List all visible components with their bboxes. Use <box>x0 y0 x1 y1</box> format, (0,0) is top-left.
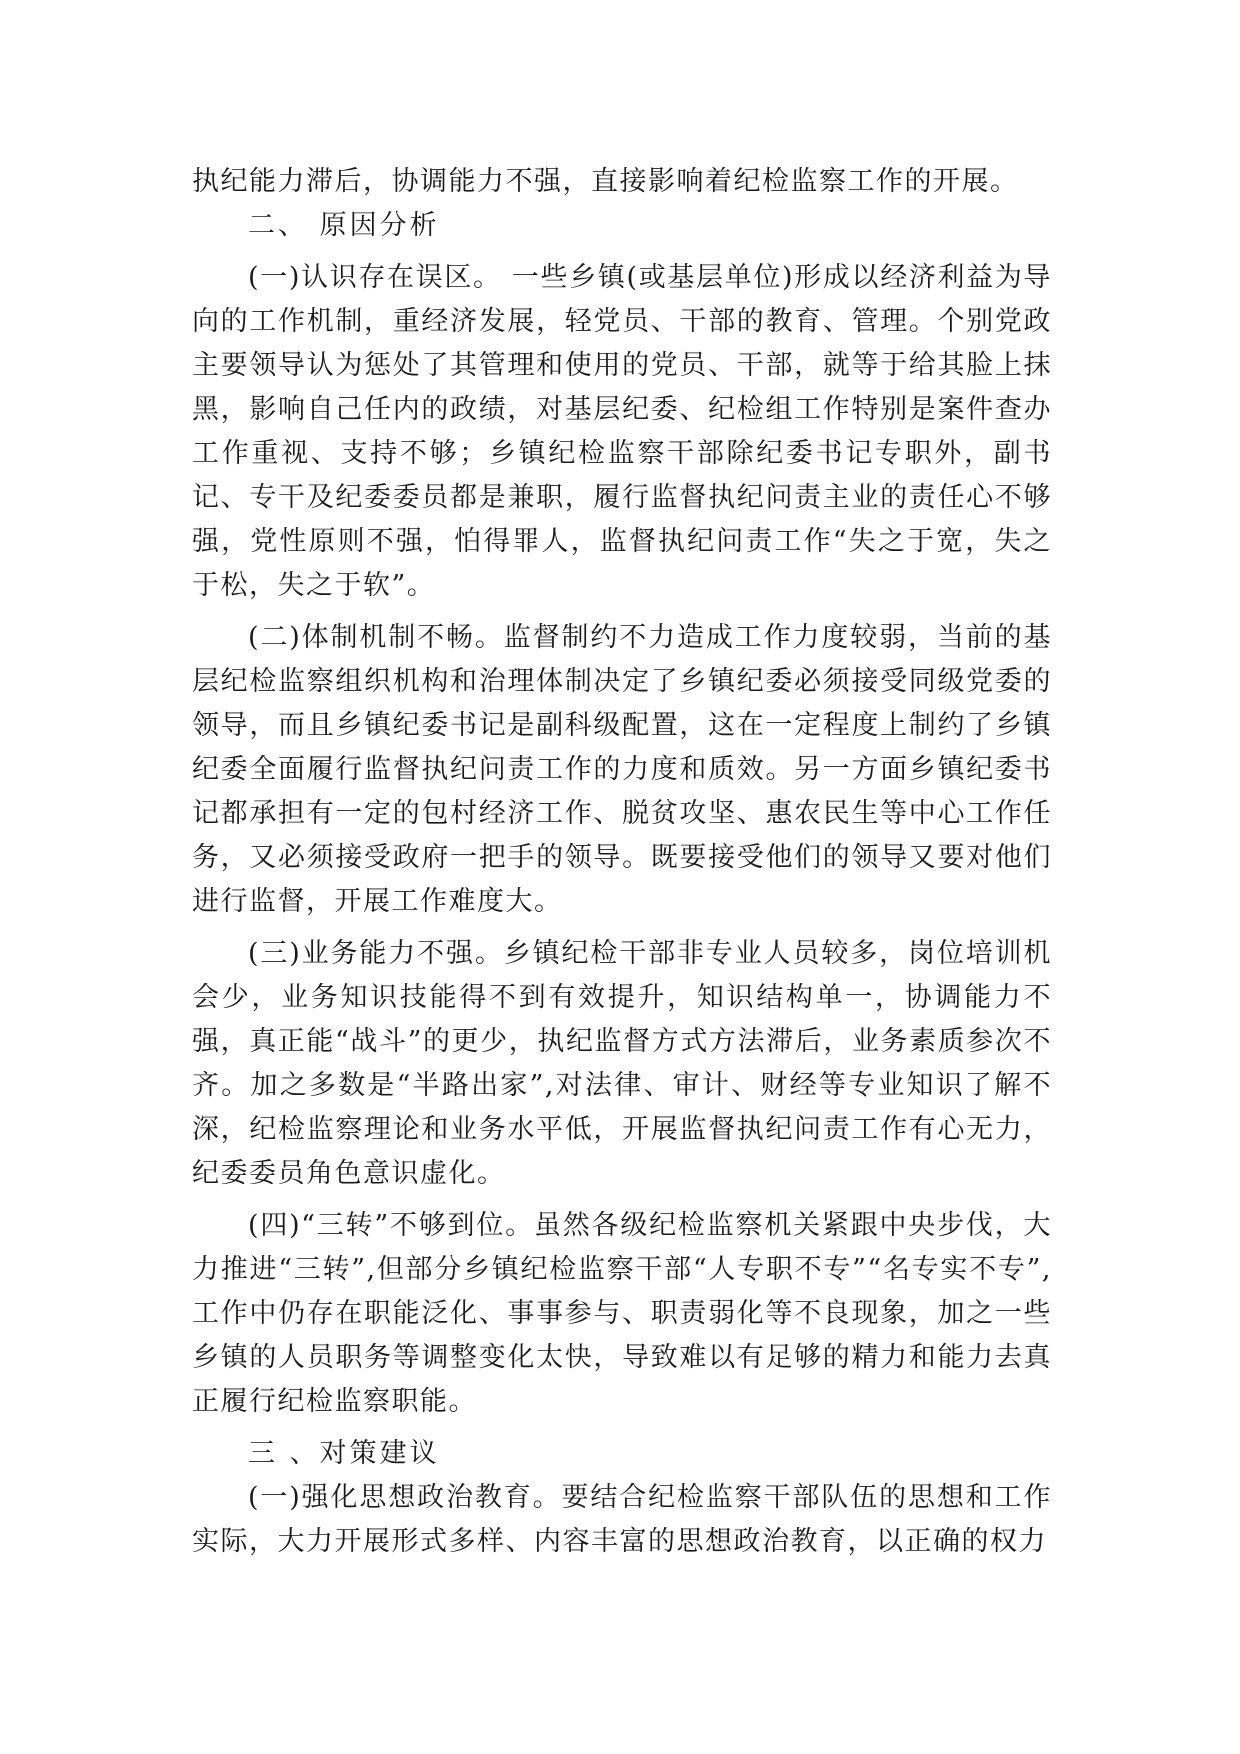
paragraph-three-transformations: (四)“三转”不够到位。虽然各级纪检监察机关紧跟中央步伐，大力推进“三转”,但部分乡镇纪检监察干部“人专职不专”“名专实不专”,工作中仍存在职能泛化、事事参与、职责弱化等不良现象，加之一些乡镇的人员职务等调整变化太快，导致难以有足够的精力和能力去真正履行纪检监察职能。 <box>192 1210 1052 1417</box>
section-heading-countermeasures: 三 、对策建议 <box>248 1438 440 1469</box>
paragraph-system-mechanism: (二)体制机制不畅。监督制约不力造成工作力度较弱，当前的基层纪检监察组织机构和治理体制决定了乡镇纪委必须接受同级党委的领导，而且乡镇纪委书记是副科级配置，这在一定程度上制约了乡镇纪委全面履行监督执纪问责工作的力度和质效。另一方面乡镇纪委书记都承担有一定的包村经济工作、脱贫攻坚、惠农民生等中心工作任务，又必须接受政府一把手的领导。既要接受他们的领导又要对他们进行监督，开展工作难度大。 <box>192 622 1052 917</box>
section-heading-cause-analysis: 二、 原因分析 <box>248 210 440 241</box>
paragraph-misconception: (一)认识存在误区。 一些乡镇(或基层单位)形成以经济利益为导向的工作机制，重经济发展，轻党员、干部的教育、管理。个别党政主要领导认为惩处了其管理和使用的党员、干部，就等于给其脸上抹黑，影响自己任内的政绩，对基层纪委、纪检组工作特别是案件查办工作重视、支持不够；乡镇纪检监察干部除纪委书记专职外，副书记、专干及纪委委员都是兼职，履行监督执纪问责主业的责任心不够强，党性原则不强，怕得罪人，监督执纪问责工作“失之于宽，失之于松，失之于软”。 <box>192 262 1052 601</box>
document-body <box>192 160 1052 1564</box>
paragraph-business-ability: (三)业务能力不强。乡镇纪检干部非专业人员较多，岗位培训机会少，业务知识技能得不到有效提升，知识结构单一，协调能力不强，真正能“战斗”的更少，执纪监督方式方法滞后，业务素质参次不齐。加之多数是“半路出家”,对法律、审计、财经等专业知识了解不深，纪检监察理论和业务水平低，开展监督执纪问责工作有心无力，纪委委员角色意识虚化。 <box>192 938 1052 1189</box>
paragraph-political-education: (一)强化思想政治教育。要结合纪检监察干部队伍的思想和工作实际，大力开展形式多样、内容丰富的思想政治教育，以正确的权力 <box>192 1482 1052 1557</box>
paragraph-continuation: 执纪能力滞后，协调能力不强，直接影响着纪检监察工作的开展。 <box>192 166 1019 197</box>
